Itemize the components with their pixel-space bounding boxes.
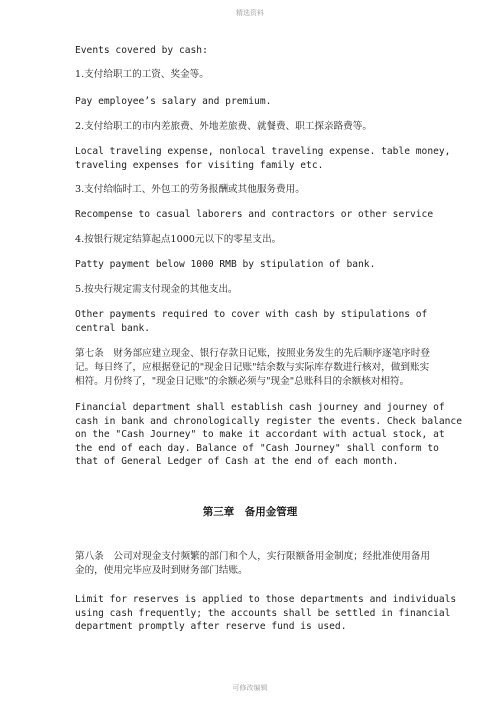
item-5-chinese: 5.按央行规定需支付现金的其他支出。 (75, 284, 238, 295)
article-7-english: Financial department shall establish cash journey and journey of cash in bank and chronologically register the events. Check balance on the "Cash Journey" to make it accordant with actual stock, at the end of each day. Balance of "Cash Journey" shall conform to that of General Ledger of Cash at the end of each month. (75, 402, 462, 467)
intro-line: Events covered by cash: (75, 45, 208, 56)
item-3-chinese: 3.支付给临时工、外包工的劳务报酬或其他服务费用。 (75, 184, 305, 195)
item-1-english: Pay employee’s salary and premium. (75, 96, 272, 107)
item-2-chinese: 2.支付给职工的市内差旅费、外地差旅费、就餐费、职工探亲路费等。 (75, 121, 372, 132)
item-4-chinese: 4.按银行规定结算起点1000元以下的零星支出。 (75, 234, 282, 245)
item-1-chinese: 1.支付给职工的工资、奖金等。 (75, 69, 209, 80)
article-8-chinese: 第八条 公司对现金支付频繁的部门和个人，实行限额备用金制度；经批准使用备用金的，使用完毕应及时到财务部门结账。 (75, 551, 430, 576)
chapter-3-heading: 第三章 备用金管理 (202, 506, 298, 518)
article-7-chinese: 第七条 财务部应建立现金、银行存款日记账，按照业务发生的先后顺序逐笔序时登记。每日终了，应根据登记的"现金日记账"结余数与实际库存数进行核对，做到账实相符。月份终了，"现金日记账"的余额必须与"现金"总账科目的余额核对相符。 (75, 348, 430, 387)
item-3-english: Recompense to casual laborers and contractors or other service (75, 209, 434, 220)
item-5-english: Other payments required to cover with cash by stipulations of central bank. (75, 309, 428, 334)
item-4-english: Patty payment below 1000 RMB by stipulation of bank. (75, 259, 376, 270)
footer-watermark: 可修改编辑 (232, 684, 268, 692)
item-2-english: Local traveling expense, nonlocal traveling expense. table money, traveling expenses for visiting family etc. (75, 146, 451, 171)
article-8-english: Limit for reserves is applied to those departments and individuals using cash frequently; the accounts shall be settled in financial department promptly after reserve fund is used. (75, 594, 457, 632)
header-watermark: 精选资料 (236, 9, 264, 17)
